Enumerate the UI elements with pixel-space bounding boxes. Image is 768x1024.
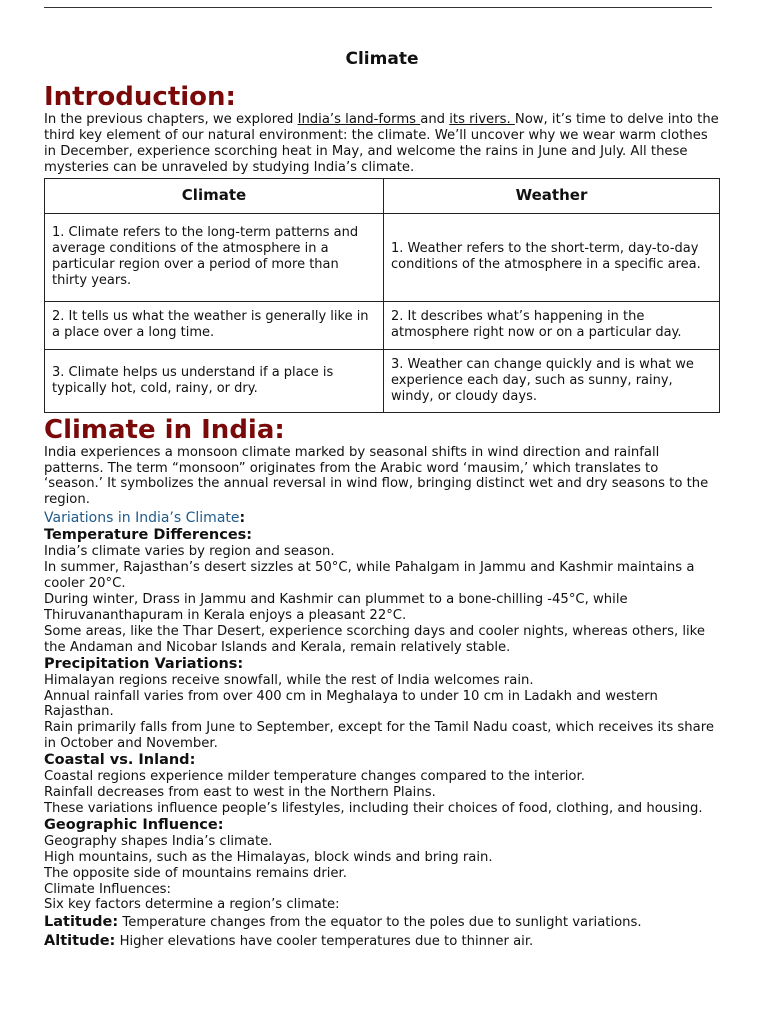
table-cell: 1. Climate refers to the long-term patterns and average conditions of the atmosphere in a particular region over a period of more than thirty years. [45, 213, 384, 301]
geographic-line: Six key factors determine a region’s climate: [44, 897, 340, 913]
coastal-line: These variations influence people’s lifestyles, including their choices of food, clothing, and housing. [44, 800, 703, 816]
temperature-heading: Temperature Differences: [44, 527, 253, 544]
altitude-label: Altitude: [44, 933, 116, 950]
climate-weather-table [44, 178, 720, 413]
header-climate: Climate [45, 178, 384, 213]
coastal-line: Rainfall decreases from east to west in the Northern Plains. [44, 785, 436, 801]
table-row [45, 213, 720, 301]
precipitation-heading: Precipitation Variations: [44, 655, 244, 672]
geographic-line: Climate Influences: [44, 881, 172, 897]
document-page [44, 48, 720, 951]
coastal-heading: Coastal vs. Inland: [44, 752, 196, 769]
table-cell: 2. It describes what’s happening in the atmosphere right now or on a particular day. [384, 301, 720, 349]
temperature-line: In summer, Rajasthan’s desert sizzles at 50°C, while Pahalgam in Jammu and Kashmir maintains a cooler 20°C. [44, 560, 695, 592]
altitude-text: Higher elevations have cooler temperatures due to thinner air. [115, 934, 534, 950]
variations-label: Variations in India’s Climate [44, 510, 240, 527]
table-cell: 2. It tells us what the weather is generally like in a place over a long time. [45, 301, 384, 349]
geographic-line: High mountains, such as the Himalayas, block winds and bring rain. [44, 849, 493, 865]
climate-in-india-heading: Climate in India: [44, 414, 285, 445]
table-cell: 1. Weather refers to the short-term, day-to-day conditions of the atmosphere in a specific area. [384, 213, 720, 301]
temperature-line: Some areas, like the Thar Desert, experience scorching days and cooler nights, whereas others, like the Andaman and Nicobar Islands and Kerala, remain relatively stable. [44, 623, 705, 655]
table-header-row [45, 178, 720, 213]
table-cell: 3. Climate helps us understand if a place is typically hot, cold, rainy, or dry. [45, 349, 384, 412]
geographic-line: Geography shapes India’s climate. [44, 833, 273, 849]
table-cell: 3. Weather can change quickly and is what we experience each day, such as sunny, rainy, windy, or cloudy days. [384, 349, 720, 412]
latitude-label: Latitude: [44, 914, 119, 931]
intro-text-b: and [420, 112, 450, 127]
header-weather: Weather [384, 178, 720, 213]
introduction-heading: Introduction: [44, 82, 236, 112]
latitude-factor [44, 913, 720, 932]
precipitation-line: Himalayan regions receive snowfall, while the rest of India welcomes rain. [44, 672, 534, 688]
latitude-text: Temperature changes from the equator to the poles due to sunlight variations. [118, 915, 642, 931]
rivers-link[interactable]: its rivers. [449, 112, 515, 127]
variations-subheading [44, 510, 720, 527]
temperature-line: During winter, Drass in Jammu and Kashmir can plummet to a bone-chilling -45°C, while Thiruvananthapuram in Kerala enjoys a pleasant 22°C. [44, 591, 628, 623]
precipitation-line: Annual rainfall varies from over 400 cm in Meghalaya to under 10 cm in Ladakh and western Rajasthan. [44, 688, 658, 720]
precipitation-line: Rain primarily falls from June to September, except for the Tamil Nadu coast, which receives its share in October and November. [44, 720, 714, 752]
document-title: Climate [345, 49, 419, 69]
top-rule [44, 7, 712, 8]
landforms-link[interactable]: India’s land-forms [297, 112, 421, 127]
climate-in-india-paragraph: India experiences a monsoon climate marked by seasonal shifts in wind direction and rainfall patterns. The term “monsoon” originates from the Arabic word ‘mausim,’ which translates to ‘season.’ It symbolizes the annual reversal in wind flow, bringing distinct wet and dry seasons to the region. [44, 444, 709, 508]
introduction-paragraph [44, 112, 720, 176]
coastal-line: Coastal regions experience milder temperature changes compared to the interior. [44, 769, 585, 785]
variations-colon: : [239, 510, 246, 527]
table-row [45, 301, 720, 349]
geographic-heading: Geographic Influence: [44, 816, 224, 833]
altitude-factor [44, 932, 720, 951]
table-row [45, 349, 720, 412]
geographic-line: The opposite side of mountains remains drier. [44, 865, 347, 881]
temperature-line: India’s climate varies by region and season. [44, 544, 335, 560]
intro-text-c: Now, it’s time to delve into the third key element of our natural environment: the climate. We’ll uncover why we wear warm clothes in December, experience scorching heat in May, and welcome the rains in June and July. All these mysteries can be unraveled by studying India’s climate. [44, 112, 719, 175]
intro-text-a: In the previous chapters, we explored [44, 112, 298, 127]
